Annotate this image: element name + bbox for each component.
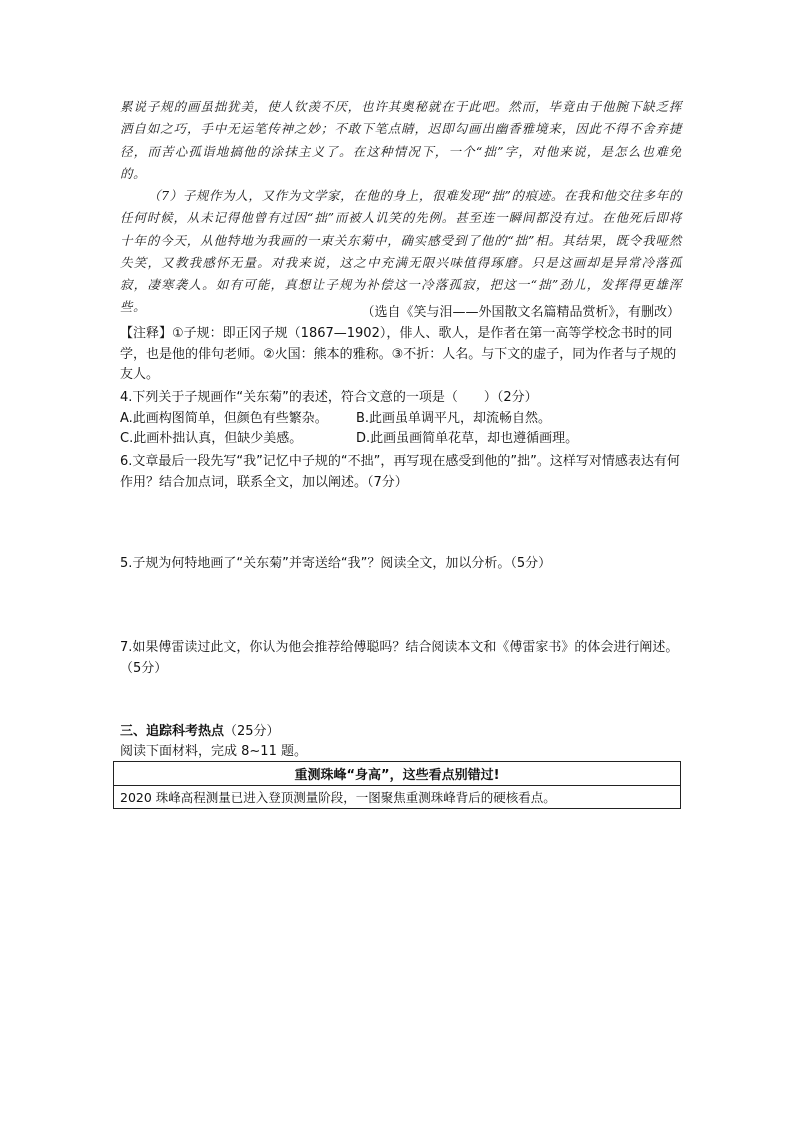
option-a[interactable]: A.此画构图简单，但颜色有些繁杂。 [120,410,328,426]
question-4-options-row-1 [120,409,680,430]
question-5 [120,554,680,575]
news-summary: 2020 珠峰高程测量已进入登顶测量阶段，一图聚焦重测珠峰背后的硬核看点。 [114,786,681,809]
passage-text: （7）子规作为人，又作为文学家，在他的身上，很难发现“拙”的痕迹。在我和他交往多年的任何时候，从未记得他曾有过因“拙”而被人讥笑的先例。甚至连一瞬间都没有过。在他死后即将十年的今天，从他特地为我画的一束关东菊中，确实感受到了他的“拙”相。其结果，既令我哑然失笑，又教我感怀无量。对我来说，这之中充满无限兴味值得琢磨。只是这画却是异常冷落孤寂，凄寒袭人。如有可能，真想让子规为补偿这一冷落孤寂，把这一“拙”劲儿，发挥得更雄浑些。 [120,188,682,315]
table-row [114,786,681,809]
question-4-stem: 4.下列关于子规画作“关东菊”的表述，符合文意的一项是（ ）（2分） [120,390,538,405]
section-3-score: （25分） [224,724,280,739]
option-b[interactable]: B.此画虽单调平凡，却流畅自然。 [356,410,552,426]
notes-block [120,324,680,386]
passage-text: 累说子规的画虽拙犹美，使人钦羡不厌，也许其奥秘就在于此吧。然而，毕竟由于他腕下缺乏挥洒自如之巧，手中无运笔传神之妙；不敢下笔点睛，迟即勾画出幽香雅境来，因此不得不舍弃捷径，而苦心孤诣地搞他的涂抹主义了。在这种情况下，一个“拙”字，对他来说，是怎么也难免的。 [120,99,682,181]
notes-text: ①子规：即正冈子规（1867—1902），俳人、歌人，是作者在第一高等学校念书时的同学，也是他的俳句老师。②火国：熊本的雅称。③不折：人名。与下文的虚子，同为作者与子规的友人。 [120,326,677,382]
passage-paragraph-continued [120,96,682,185]
option-d[interactable]: D.此画虽画简单花草，却也遵循画理。 [356,431,579,446]
table-row [114,762,681,786]
passage-paragraph-7 [120,185,682,319]
question-4 [120,388,680,450]
question-4-options-row-2 [120,429,680,450]
question-6-text: 6.文章最后一段先写“我”记忆中子规的“不拙”，再写现在感受到他的”拙”。这样写对情感表达有何作用？结合加点词，联系全文，加以阐述。（7分） [120,454,680,490]
question-7-text: 7.如果傅雷读过此文，你认为他会推荐给傅聪吗？结合阅读本文和《傅雷家书》的体会进行阐述。（5分） [120,640,679,676]
section-3-title: 三、追踪科考热点 [120,724,225,739]
passage-source: （选自《笑与泪——外国散文名篇精品赏析》，有删改） [361,305,680,320]
notes-label: 【注释】 [120,326,173,341]
section-3-heading [120,722,280,742]
option-c[interactable]: C.此画朴拙认真，但缺少美感。 [120,431,303,446]
question-6 [120,452,680,493]
question-7 [120,638,680,679]
section-3-intro: 阅读下面材料，完成 8~11 题。 [120,744,307,759]
news-table [113,761,681,809]
news-title: 重测珠峰“身高”，这些看点别错过! [114,762,681,786]
question-5-text: 5.子规为何特地画了“关东菊”并寄送给“我”？阅读全文，加以分析。（5分） [120,556,552,571]
